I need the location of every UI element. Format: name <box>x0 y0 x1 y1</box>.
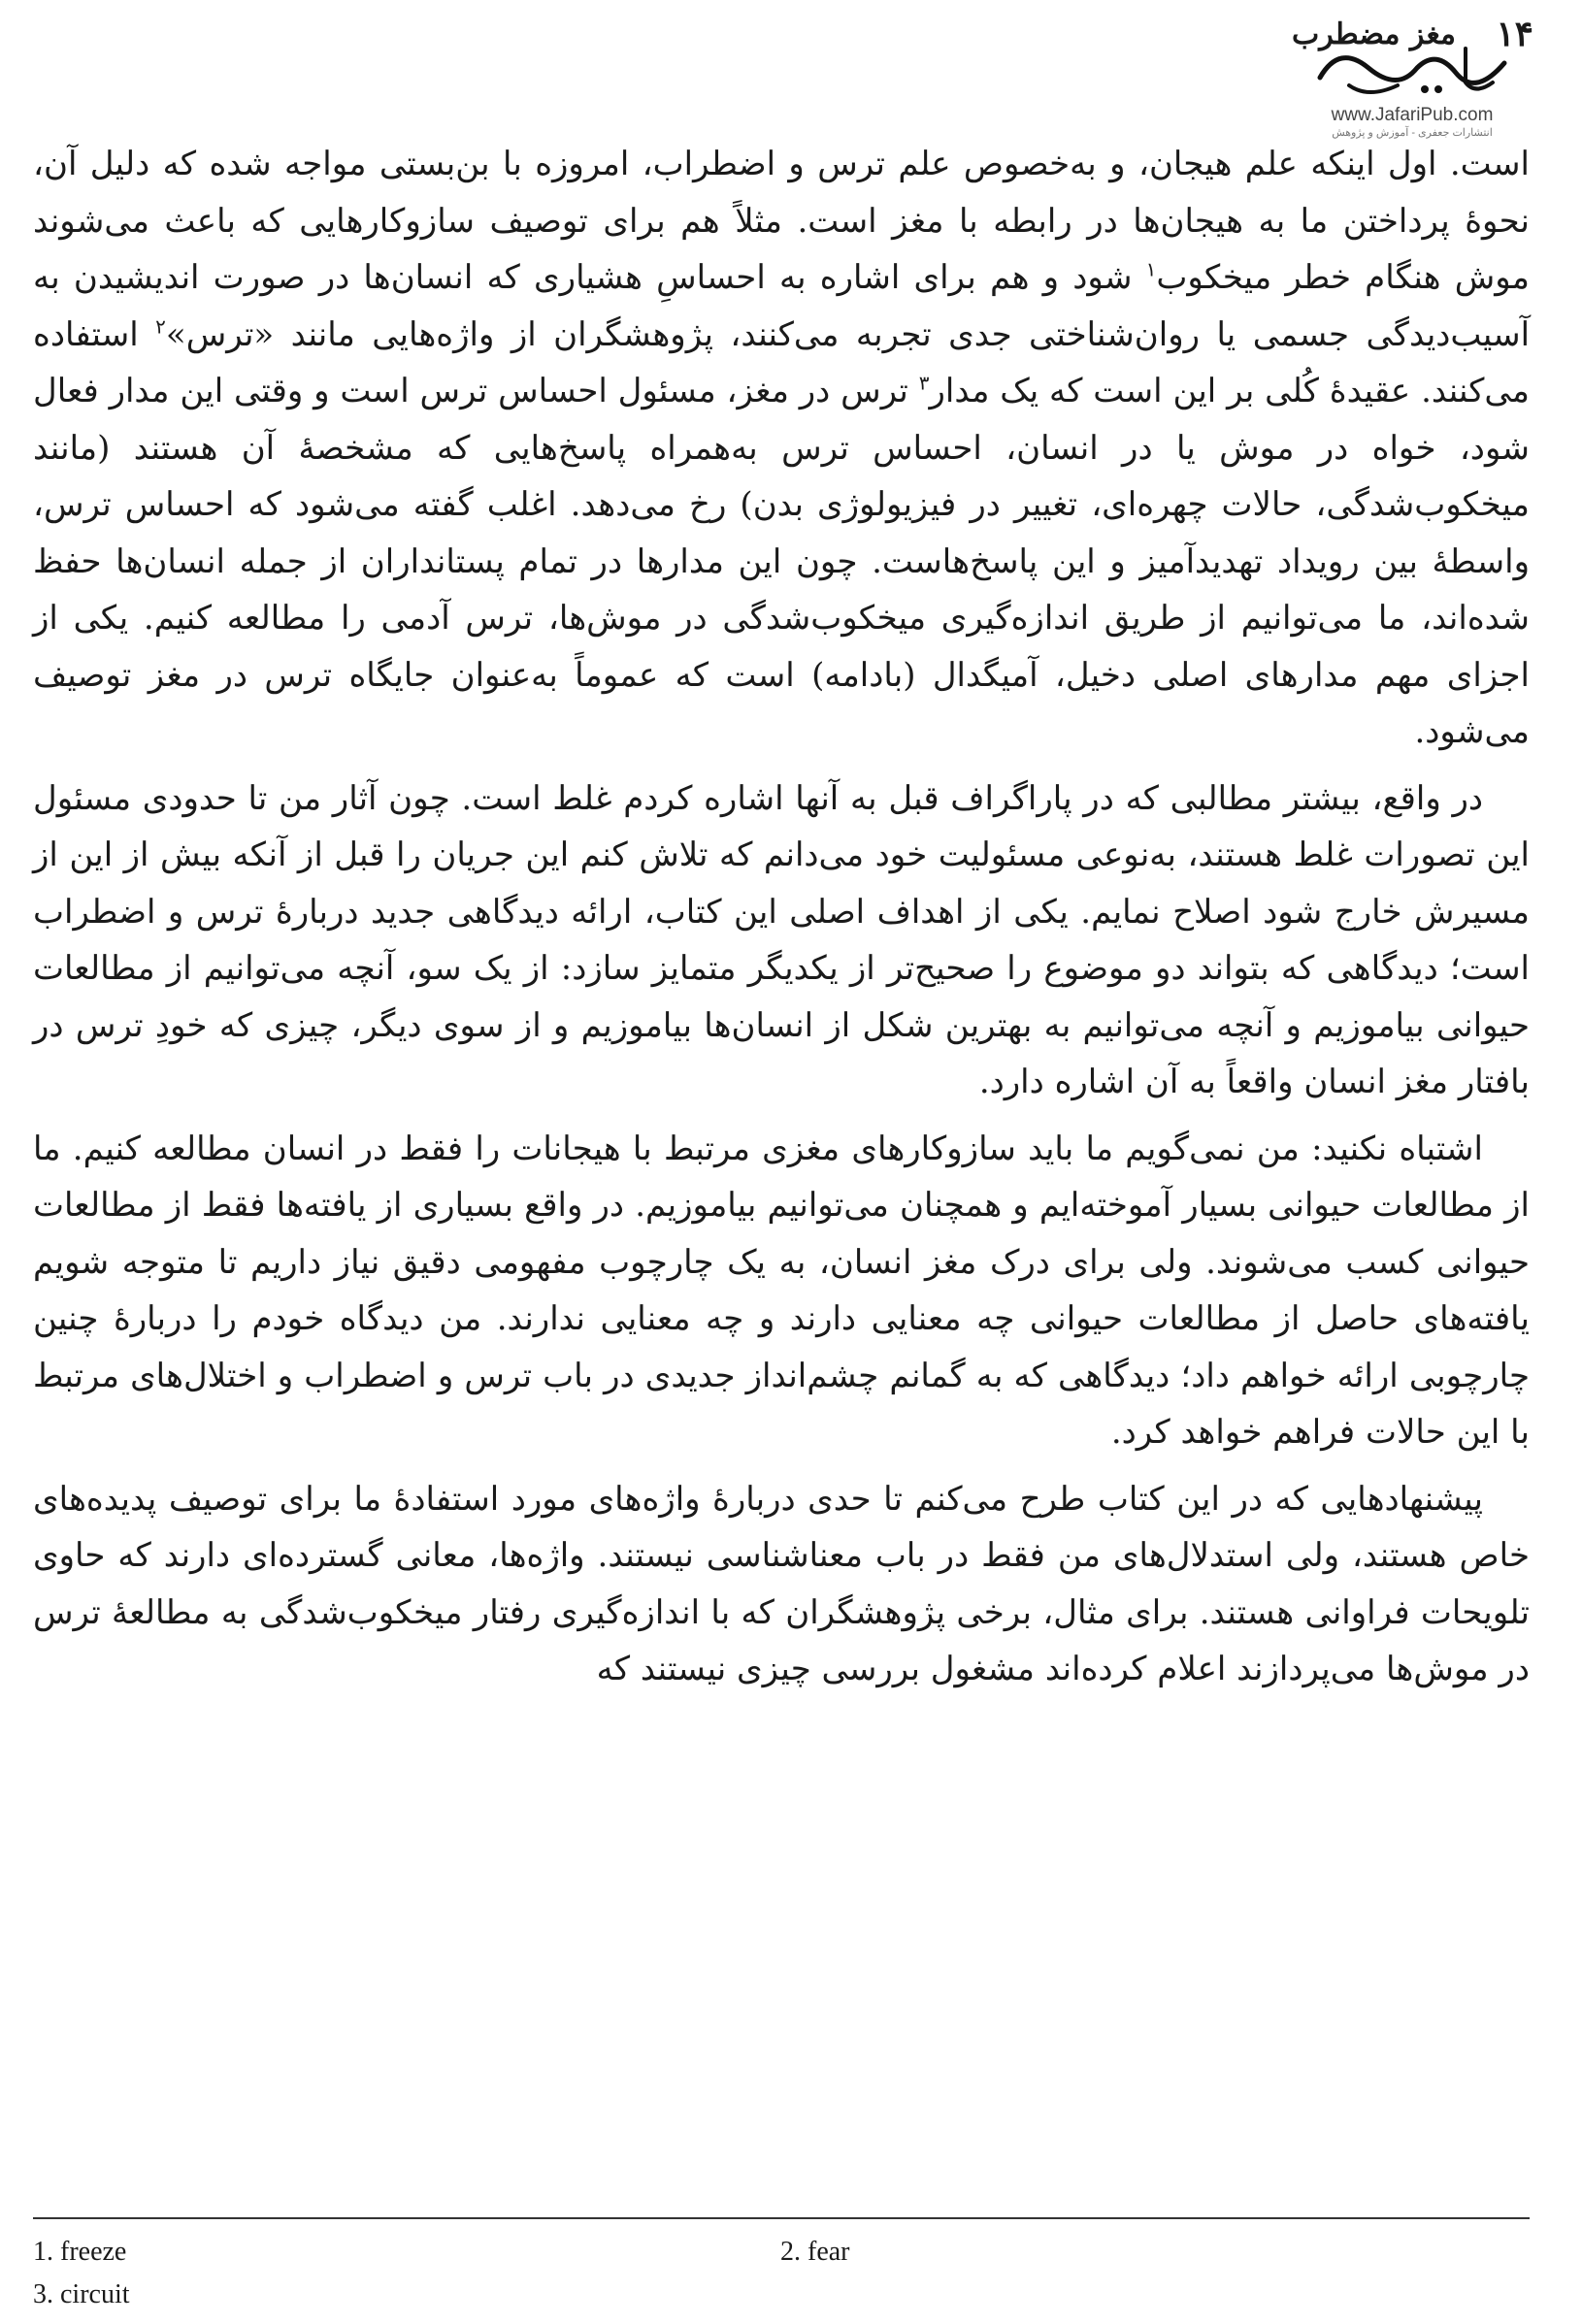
footnote-1: 1. freeze <box>33 2237 127 2267</box>
paragraph-3: اشتباه نکنید: من نمی‌گویم ما باید سازوکارهای مغزی مرتبط با هیجانات را فقط در انسان مطالعه کنیم. ما از مطالعات حیوانی بسیار آموخته‌ایم و همچنان می‌توانیم بیاموزیم. در واقع بسیاری از یافته‌ها فقط از مطالعات حیوانی کسب می‌شوند. ولی برای درک مغز انسان، به یک چارچوب مفهومی دقیق نیاز داریم تا متوجه شویم یافته‌های حاصل از مطالعات حیوانی چه معنایی دارند و چه معنایی ندارند. من دیدگاه خودم را دربارهٔ چنین چارچوبی ارائه خواهم داد؛ دیدگاهی که به گمانم چشم‌انداز جدیدی در باب ترس و اضطراب و اختلال‌های مرتبط با این حالات فراهم خواهد کرد. <box>33 1129 1530 1452</box>
running-title: مغز مضطرب <box>1291 17 1456 51</box>
body-text <box>33 136 1530 1708</box>
footnote-divider <box>33 2217 1530 2219</box>
publisher-tagline: انتشارات جعفری - آموزش و پژوهش <box>1332 127 1493 139</box>
paragraph-1-part-4: ترس در مغز، مسئول احساس ترس است و وقتی این مدار فعال شود، خواه در موش یا در انسان، احساس ترس به‌همراه پاسخ‌هایی که مشخصهٔ آن هستند (مانند میخکوب‌شدگی، حالات چهره‌ای، تغییر در فیزیولوژی بدن) رخ می‌دهد. اغلب گفته می‌شود که احساس ترس، واسطهٔ بین رویداد تهدیدآمیز و این پاسخ‌هاست. چون این مدارها در تمام پستانداران از جمله انسان‌ها حفظ شده‌اند، ما می‌توانیم از طریق اندازه‌گیری میخکوب‌شدگی در موش‌ها، ترس آدمی را مطالعه کنیم. یکی از اجزای مهم مدارهای اصلی دخیل، آمیگدال (بادامه) است که عموماً به‌عنوان جایگاه ترس در مغز توصیف می‌شود. <box>33 372 1530 751</box>
paragraph-1 <box>33 136 1530 761</box>
footnote-3: 3. circuit <box>33 2279 130 2309</box>
paragraph-1-part-2: شود و هم برای اشاره به احساسِ هشیاری که انسان‌ها در صورت اندیشیدن به آسیب‌دیدگی جسمی یا روان‌شناختی جدی تجربه می‌کنند، پژوهشگران از واژه‌هایی مانند «ترس» <box>33 258 1531 354</box>
paragraph-4: پیشنهادهایی که در این کتاب طرح می‌کنم تا حدی دربارهٔ واژه‌های مورد استفادهٔ ما برای توصیف پدیده‌های خاص هستند، ولی استدلال‌های من فقط در باب معناشناسی نیستند. واژه‌ها، معانی گسترده‌ای دارند که حاوی تلویحات فراوانی هستند. برای مثال، برخی پژوهشگران که با اندازه‌گیری رفتار میخکوب‌شدگی به مطالعهٔ ترس در موش‌ها می‌پردازند اعلام کرده‌اند مشغول بررسی چیزی نیستند که <box>33 1479 1530 1688</box>
paragraph-1-part-3: استفاده می‌کنند. عقیدهٔ کُلی بر این است که یک مدار <box>33 314 1530 410</box>
paragraph-1-part-1: است. اول اینکه علم هیجان، و به‌خصوص علم ترس و اضطراب، امروزه با بن‌بستی مواجه شده که دلیل آن، نحوهٔ پرداختن ما به هیجان‌ها در رابطه با مغز است. مثلاً هم برای توصیف سازوکارهایی که باعث می‌شوند موش هنگام خطر میخکوب <box>33 145 1530 297</box>
footnote-ref-3: ۳ <box>918 371 930 395</box>
footnote-ref-2: ۲ <box>155 314 166 339</box>
publisher-logo-icon <box>1310 39 1514 103</box>
page-number: ۱۴ <box>1496 14 1533 54</box>
paragraph-2: در واقع، بیشتر مطالبی که در پاراگراف قبل به آنها اشاره کردم غلط است. چون آثار من تا حدودی مسئول این تصورات غلط هستند، به‌نوعی مسئولیت خود می‌دانم که تلاش کنم این جریان را قبل از آنکه بیش از این از مسیرش خارج شود اصلاح نمایم. یکی از اهداف اصلی این کتاب، ارائه دیدگاهی جدید دربارهٔ ترس و اضطراب است؛ دیدگاهی که بتواند دو موضوع را صحیح‌تر از یکدیگر متمایز سازد: از یک سو، آنچه می‌توانیم از مطالعات حیوانی بیاموزیم و آنچه می‌توانیم به بهترین شکل از انسان‌ها بیاموزیم و از سوی دیگر، چیزی که خودِ ترس در بافتار مغز انسان واقعاً به آن اشاره دارد. <box>33 778 1530 1101</box>
footnote-2: 2. fear <box>780 2237 850 2267</box>
footnote-ref-1: ۱ <box>1145 257 1157 281</box>
publisher-url: www.JafariPub.com <box>1331 105 1494 125</box>
